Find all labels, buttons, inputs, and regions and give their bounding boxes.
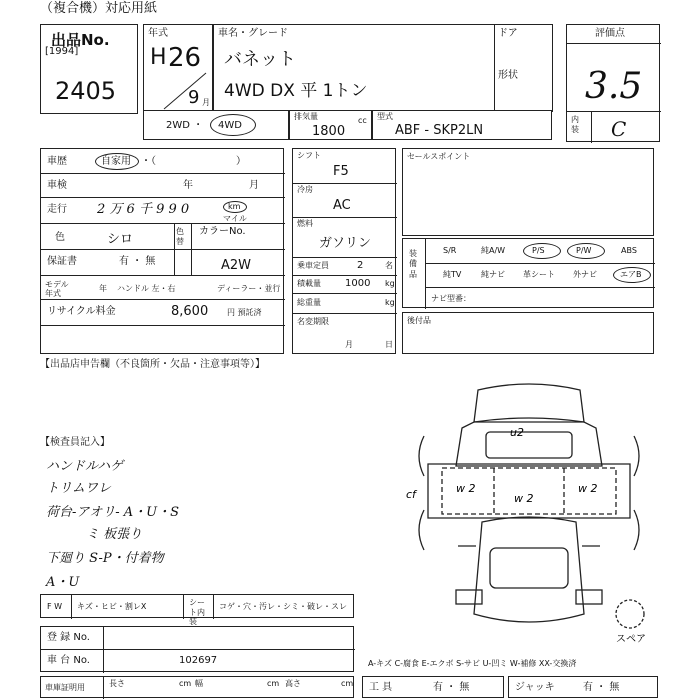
displacement-value: 1800 — [312, 124, 346, 139]
inspection-label: 車検 — [47, 180, 67, 191]
diagram-mark-center: w 2 — [514, 492, 534, 505]
inspector-line-2: トリムワレ — [46, 481, 112, 496]
condition-seat-label: シート内装 — [189, 598, 205, 627]
equip-airbag: エアB — [620, 270, 642, 279]
recycle-value: 8,600 — [171, 304, 209, 319]
garage-label: 車庫証明用 — [45, 683, 85, 692]
weight-unit: kg — [385, 298, 395, 307]
load-value: 1000 — [345, 278, 371, 289]
declaration-label: 【出品店申告欄（不良箇所・欠品・注意事項等）】 — [40, 359, 265, 370]
inspection-month: 月 — [249, 180, 259, 191]
year-era: H — [150, 45, 167, 70]
car-damage-diagram — [398, 376, 660, 646]
sales-point-box — [402, 148, 654, 236]
mileage-value: 2 万 6 千 9 9 0 — [97, 202, 190, 217]
lot-label: 出品No. — [51, 31, 110, 49]
inspector-line-6: A・U — [46, 575, 80, 590]
model-year-handle: ハンドル 左・右 — [117, 284, 176, 293]
year-month-unit: 月 — [202, 98, 210, 107]
load-label: 積載量 — [297, 279, 321, 288]
jack-value: 有 ・ 無 — [583, 682, 620, 693]
garage-length: 長さ — [109, 679, 125, 688]
mileage-label: 走行 — [47, 204, 67, 215]
diagram-mark-left: w 2 — [456, 482, 476, 495]
info-left-box — [40, 148, 284, 354]
inspector-line-4: ミ 板張り — [86, 527, 143, 542]
color-repaint: 色替 — [176, 227, 184, 247]
model-label: 型式 — [377, 112, 393, 121]
recycle-label: リサイクル料金 — [47, 306, 116, 317]
car-label: 車名・グレード — [218, 28, 288, 39]
name-change-month: 月 — [345, 340, 353, 349]
score-box — [566, 24, 660, 142]
condition-fw: F W — [47, 602, 63, 611]
equip-ps: P/S — [532, 246, 545, 255]
equipment-label: 装備品 — [409, 249, 417, 279]
equip-ext-navi: 外ナビ — [573, 270, 597, 279]
lot-number: 2405 — [55, 77, 117, 105]
recycle-unit: 円 預託済 — [227, 308, 262, 317]
garage-height: 高さ — [285, 679, 301, 688]
door-label: ドア — [498, 28, 518, 39]
drive-selected: 4WD — [218, 120, 242, 131]
form-header: （複合機）対応用紙 — [40, 1, 158, 16]
diagram-spare-label: スペア — [616, 634, 646, 645]
model-box — [372, 110, 552, 140]
year-label: 年式 — [148, 28, 168, 39]
tools-box — [362, 676, 504, 698]
equip-aw: 純A/W — [481, 246, 506, 255]
fuel-value: ガソリン — [319, 236, 372, 251]
aftermarket-label: 後付品 — [407, 316, 431, 325]
capacity-value: 2 — [357, 260, 364, 271]
color-code-label: カラーNo. — [199, 226, 246, 237]
registration-box — [40, 626, 354, 672]
lot-box — [40, 24, 138, 114]
drive-text: 2WD ・ — [166, 120, 204, 131]
garage-cm-3: cm — [341, 679, 354, 688]
displacement-box — [289, 110, 372, 140]
sales-point-label: セールスポイント — [407, 152, 471, 161]
equip-pw: P/W — [576, 246, 592, 255]
equip-navi-model: ナビ型番： — [431, 294, 471, 303]
history-label: 車歴 — [47, 156, 67, 167]
diagram-mark-side: cf — [406, 488, 416, 501]
year-value: 26 — [168, 43, 202, 73]
equip-leather: 革シート — [523, 270, 555, 279]
diagram-mark-right: w 2 — [578, 482, 598, 495]
name-change-label: 名変期限 — [297, 317, 329, 326]
color-label: 色 — [55, 232, 65, 243]
interior-value: C — [611, 117, 627, 141]
name-change-day: 日 — [385, 340, 393, 349]
mileage-unit-km: km — [228, 202, 241, 211]
registration-label: 登 録 No. — [47, 632, 90, 643]
shift-label: シフト — [297, 151, 321, 160]
mileage-unit-mile: マイル — [223, 214, 247, 223]
shift-value: F5 — [333, 164, 349, 179]
equip-navi: 純ナビ — [481, 270, 505, 279]
model-year-label: モデル年式 — [45, 280, 69, 298]
displacement-label: 排気量 — [294, 112, 318, 121]
model-year-year: 年 — [99, 284, 107, 293]
inspector-line-5: 下廻り S-P・付着物 — [46, 551, 164, 566]
garage-width: 幅 — [195, 679, 203, 688]
warranty-value: 有 ・ 無 — [119, 256, 156, 267]
garage-box — [40, 676, 354, 698]
inspector-line-1: ハンドルハゲ — [46, 459, 124, 474]
equip-sr: S/R — [443, 246, 457, 255]
jack-label: ジャッキ — [515, 682, 555, 693]
history-rest: ・（ ） — [141, 156, 246, 167]
equip-tv: 純TV — [443, 270, 462, 279]
ac-label: 冷房 — [297, 185, 313, 194]
capacity-unit: 名 — [385, 261, 393, 270]
tools-label: 工 具 — [369, 682, 393, 693]
equip-abs: ABS — [621, 246, 637, 255]
damage-legend: A-キズ C-腐食 E-エクボ S-サビ U-凹ミ W-補修 XX-交換済 — [368, 659, 577, 668]
year-month: 9 — [188, 87, 200, 108]
shape-label: 形状 — [498, 70, 518, 81]
condition-seat: コゲ・穴・汚レ・シミ・破レ・スレ — [219, 602, 347, 611]
capacity-label: 乗車定員 — [297, 261, 329, 270]
car-box — [213, 24, 553, 112]
score-value: 3.5 — [585, 66, 643, 107]
year-box — [143, 24, 213, 112]
color-code: A2W — [221, 258, 252, 273]
model-value: ABF - SKP2LN — [395, 123, 484, 138]
jack-box — [508, 676, 658, 698]
ac-value: AC — [333, 198, 351, 213]
diagram-mark-top: u2 — [510, 426, 524, 439]
drive-box — [143, 110, 289, 140]
inspector-label: 【検査員記入】 — [40, 437, 110, 448]
color-value: シロ — [107, 232, 134, 247]
lot-tag: [1994] — [45, 46, 79, 57]
warranty-label: 保証書 — [47, 256, 77, 267]
interior-label: 内装 — [571, 115, 579, 134]
score-label: 評価点 — [595, 28, 625, 39]
fuel-label: 燃料 — [297, 219, 313, 228]
equipment-box — [402, 238, 654, 308]
load-unit: kg — [385, 279, 395, 288]
displacement-unit: cc — [358, 116, 367, 125]
condition-scratch: キズ・ヒビ・割レX — [77, 602, 147, 611]
inspector-line-3: 荷台-アオリ- A・U・S — [46, 505, 180, 520]
tools-value: 有 ・ 無 — [433, 682, 470, 693]
year-divider — [144, 25, 214, 113]
model-year-dealer: ディーラー・並行 — [217, 284, 281, 293]
info-middle-box — [292, 148, 396, 354]
weight-label: 総重量 — [297, 298, 321, 307]
chassis-value: 102697 — [179, 655, 218, 666]
garage-cm-2: cm — [267, 679, 280, 688]
history-selected: 自家用 — [101, 156, 131, 167]
garage-cm-1: cm — [179, 679, 192, 688]
inspection-year: 年 — [183, 180, 193, 191]
car-name: バネット — [224, 49, 296, 70]
aftermarket-box — [402, 312, 654, 354]
chassis-label: 車 台 No. — [47, 655, 90, 666]
condition-row — [40, 594, 354, 627]
car-grade: 4WD DX 平 1トン — [224, 81, 368, 101]
